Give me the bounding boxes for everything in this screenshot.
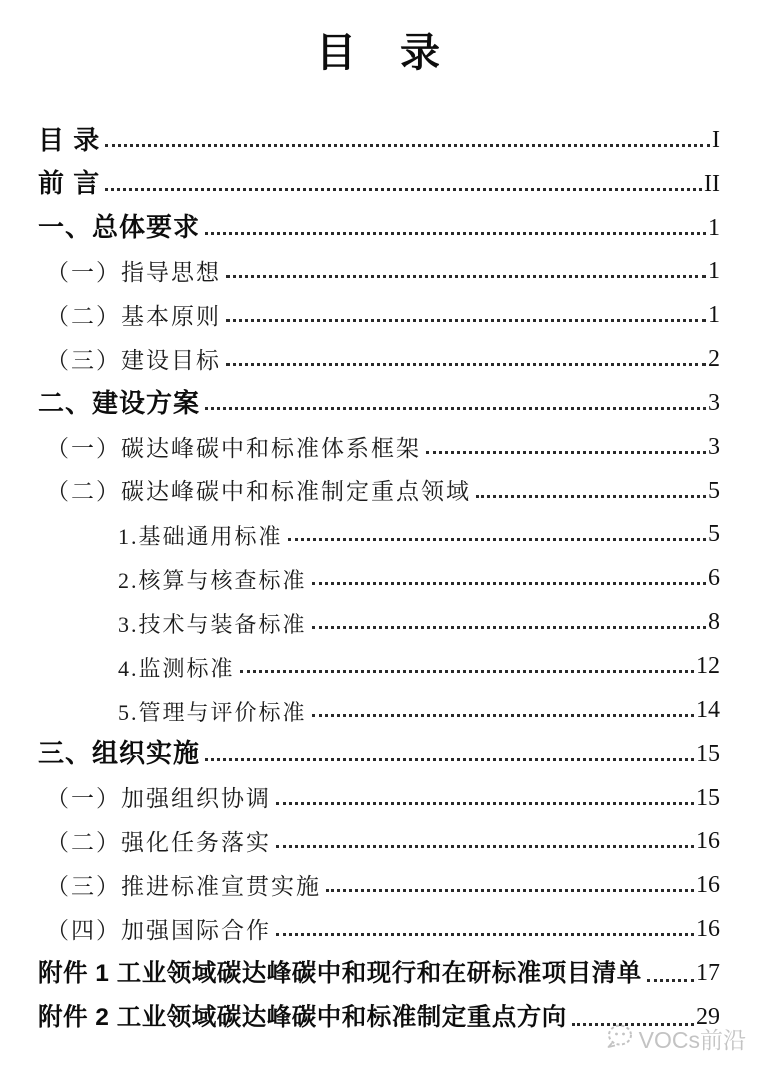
toc-entry-label: 3.技术与装备标准 bbox=[118, 612, 307, 637]
toc-leader-dots bbox=[205, 407, 706, 410]
toc-entry-label: （一）碳达峰碳中和标准体系框架 bbox=[46, 435, 421, 461]
toc-entry-page: 17 bbox=[696, 959, 720, 986]
toc-leader-dots bbox=[312, 582, 706, 585]
toc-entry bbox=[38, 110, 720, 154]
toc-leader-dots bbox=[226, 275, 706, 278]
toc-entry bbox=[38, 198, 720, 242]
toc-entry-label: 附件 2 工业领域碳达峰碳中和标准制定重点方向 bbox=[38, 1004, 567, 1031]
toc-entry-page: 15 bbox=[696, 784, 720, 811]
toc-entry bbox=[38, 373, 720, 417]
toc-entry bbox=[38, 768, 720, 812]
toc-leader-dots bbox=[276, 845, 694, 848]
watermark-text: VOCs前沿 bbox=[638, 1027, 746, 1053]
toc-entry-label: 4.监测标准 bbox=[118, 655, 235, 680]
toc-leader-dots bbox=[288, 538, 706, 541]
toc-entry-label: （一）指导思想 bbox=[46, 260, 221, 286]
toc-entry-label: （三）建设目标 bbox=[46, 347, 221, 373]
toc-entry bbox=[38, 417, 720, 461]
toc-entry-label: 二、建设方案 bbox=[38, 387, 201, 417]
page-title: 目 录 bbox=[316, 31, 442, 75]
toc-leader-dots bbox=[276, 933, 694, 936]
toc-entry-page: II bbox=[704, 170, 720, 197]
toc-entry-label: （一）加强组织协调 bbox=[46, 786, 271, 812]
toc-entry-page: 15 bbox=[696, 740, 720, 767]
toc-entry-page: 16 bbox=[696, 828, 720, 855]
toc-leader-dots bbox=[312, 714, 694, 717]
toc-entry-page: 12 bbox=[696, 652, 720, 679]
toc-leader-dots bbox=[226, 363, 706, 366]
toc-entry-label: 三、组织实施 bbox=[38, 738, 201, 768]
toc-entry-label: 目 录 bbox=[38, 124, 101, 154]
toc-leader-dots bbox=[647, 979, 694, 982]
toc-entry-page: 16 bbox=[696, 916, 720, 943]
toc-entry-label: 附件 1 工业领域碳达峰碳中和现行和在研标准项目清单 bbox=[38, 960, 642, 987]
toc-entry-label: 1.基础通用标准 bbox=[118, 524, 283, 549]
toc-entry-page: 14 bbox=[696, 696, 720, 723]
toc-entry-label: 2.核算与核查标准 bbox=[118, 568, 307, 593]
toc-entry bbox=[38, 505, 720, 549]
toc-entry-label: （三）推进标准宣贯实施 bbox=[46, 874, 321, 900]
toc-entry-page: 3 bbox=[708, 389, 720, 416]
toc-entry bbox=[38, 636, 720, 680]
toc-leader-dots bbox=[105, 188, 702, 191]
toc-leader-dots bbox=[105, 144, 710, 147]
toc-entry-label: 前 言 bbox=[38, 168, 101, 198]
toc-entry-page: 3 bbox=[708, 433, 720, 460]
toc-entry bbox=[38, 724, 720, 768]
toc-entry-page: 5 bbox=[708, 521, 720, 548]
toc-leader-dots bbox=[276, 802, 694, 805]
toc-leader-dots bbox=[312, 626, 706, 629]
toc-entry-label: （二）基本原则 bbox=[46, 304, 221, 330]
toc-entry bbox=[38, 329, 720, 373]
toc-entry-page: 29 bbox=[696, 1003, 720, 1030]
toc-entry-page: 5 bbox=[708, 477, 720, 504]
toc-entry bbox=[38, 943, 720, 987]
toc-leader-dots bbox=[240, 670, 694, 673]
toc-entry-page: 1 bbox=[708, 258, 720, 285]
toc-entry bbox=[38, 242, 720, 286]
toc-leader-dots bbox=[205, 232, 706, 235]
toc-entry bbox=[38, 154, 720, 198]
toc-entry-page: 1 bbox=[708, 214, 720, 241]
toc-leader-dots bbox=[572, 1023, 694, 1026]
toc-entry-label: 一、总体要求 bbox=[38, 212, 201, 242]
toc-entry-page: 6 bbox=[708, 565, 720, 592]
toc-entry-label: 5.管理与评价标准 bbox=[118, 699, 307, 724]
toc-entry bbox=[38, 812, 720, 856]
toc-leader-dots bbox=[426, 451, 706, 454]
toc-leader-dots bbox=[326, 889, 694, 892]
toc-entry-page: 1 bbox=[708, 302, 720, 329]
toc-list bbox=[38, 110, 720, 1031]
toc-entry-page: 8 bbox=[708, 609, 720, 636]
toc-entry-page: 2 bbox=[708, 346, 720, 373]
toc-entry bbox=[38, 680, 720, 724]
toc-entry-label: （二）强化任务落实 bbox=[46, 830, 271, 856]
toc-entry bbox=[38, 285, 720, 329]
toc-entry-label: （四）加强国际合作 bbox=[46, 917, 271, 943]
toc-leader-dots bbox=[205, 758, 694, 761]
toc-entry bbox=[38, 548, 720, 592]
toc-entry-label: （二）碳达峰碳中和标准制定重点领域 bbox=[46, 479, 471, 505]
toc-leader-dots bbox=[476, 495, 706, 498]
toc-entry bbox=[38, 987, 720, 1031]
toc-entry-page: I bbox=[712, 126, 720, 153]
toc-entry bbox=[38, 899, 720, 943]
toc-entry bbox=[38, 461, 720, 505]
toc-entry bbox=[38, 592, 720, 636]
toc-leader-dots bbox=[226, 319, 706, 322]
toc-entry-page: 16 bbox=[696, 872, 720, 899]
toc-entry bbox=[38, 855, 720, 899]
